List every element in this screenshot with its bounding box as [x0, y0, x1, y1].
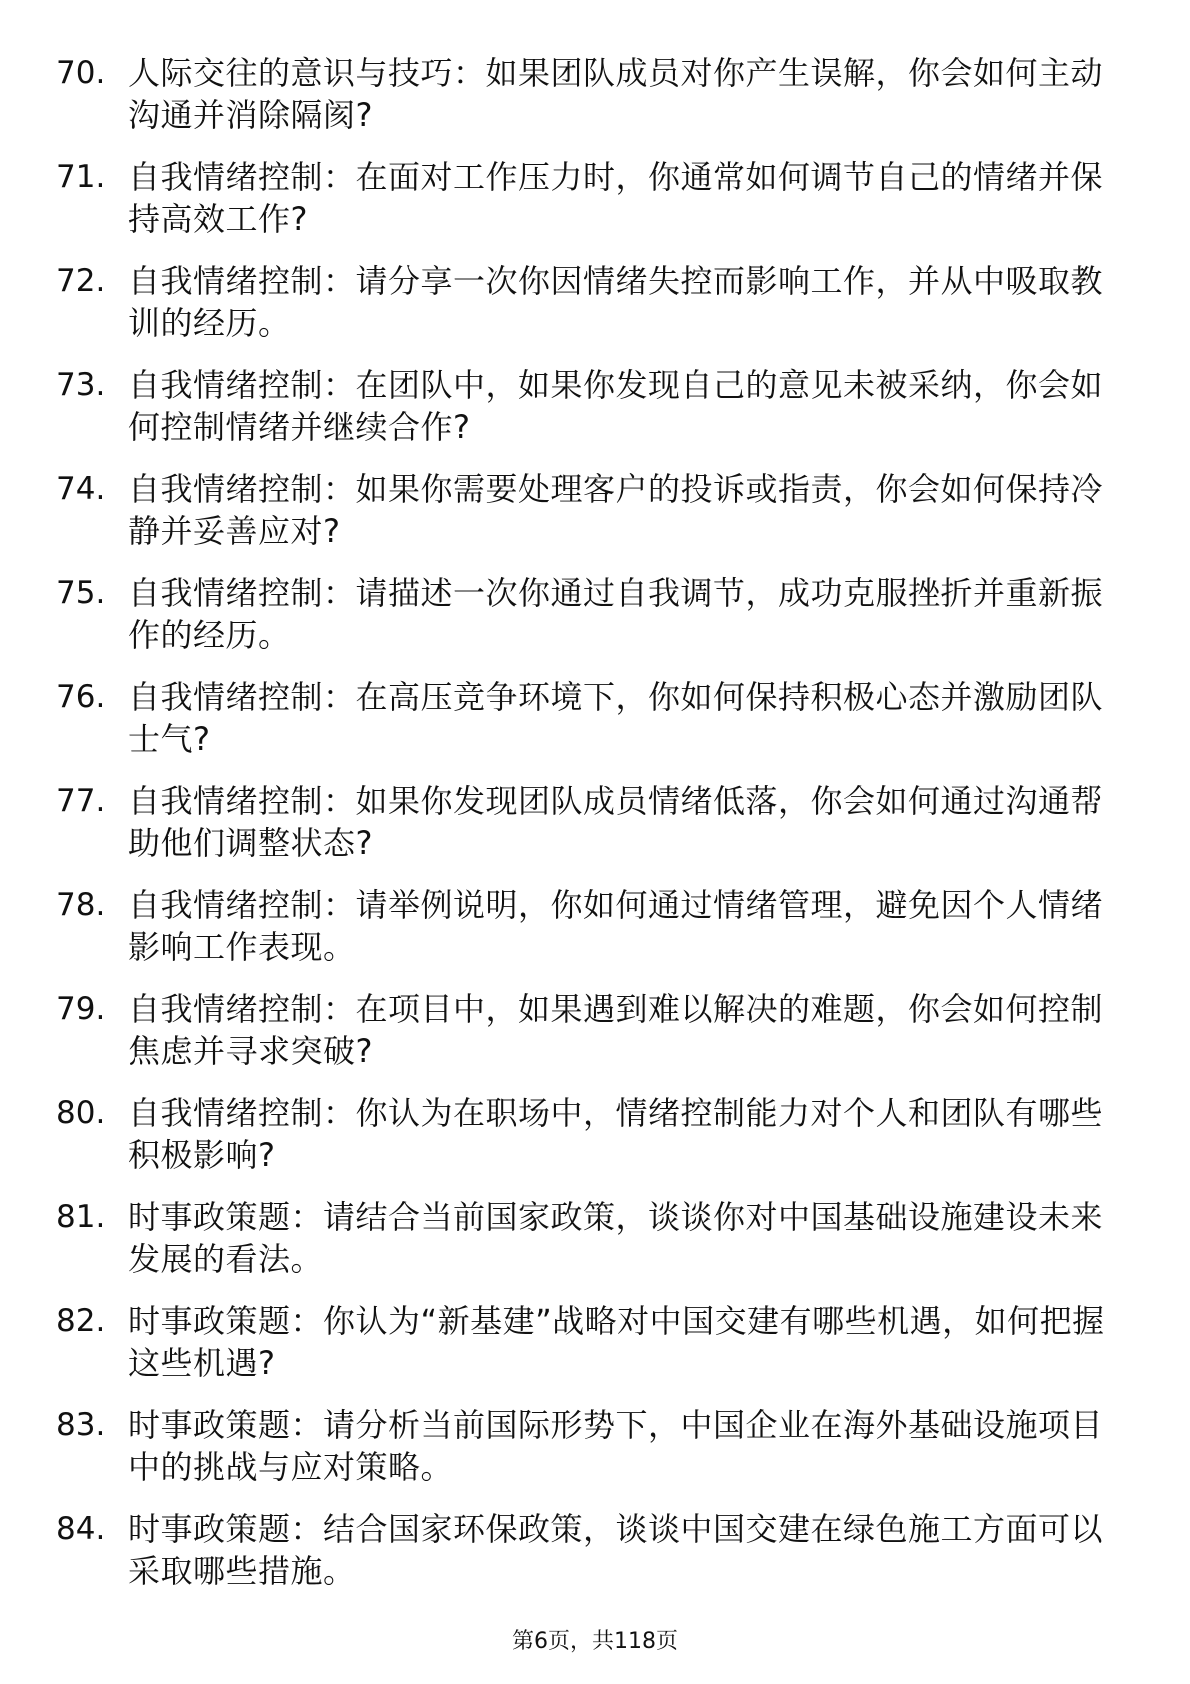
question-item [56, 572, 1106, 676]
question-text: 自我情绪控制：如果你需要处理客户的投诉或指责，你会如何保持冷静并妥善应对? [128, 470, 1104, 550]
question-item [56, 884, 1106, 988]
question-number: 78. [56, 887, 106, 923]
question-list [56, 52, 1106, 1612]
question-number: 76. [56, 679, 106, 715]
question-text: 自我情绪控制：请举例说明，你如何通过情绪管理，避免因个人情绪影响工作表现。 [128, 886, 1104, 966]
question-text: 自我情绪控制：你认为在职场中，情绪控制能力对个人和团队有哪些积极影响? [128, 1094, 1104, 1174]
question-number: 77. [56, 783, 106, 819]
question-number: 80. [56, 1095, 106, 1131]
question-number: 84. [56, 1511, 106, 1547]
question-item [56, 364, 1106, 468]
question-number: 70. [56, 55, 106, 91]
question-number: 83. [56, 1407, 106, 1443]
question-text: 自我情绪控制：如果你发现团队成员情绪低落，你会如何通过沟通帮助他们调整状态? [128, 782, 1104, 862]
question-text: 自我情绪控制：在项目中，如果遇到难以解决的难题，你会如何控制焦虑并寻求突破? [128, 990, 1104, 1070]
question-text: 自我情绪控制：请描述一次你通过自我调节，成功克服挫折并重新振作的经历。 [128, 574, 1104, 654]
question-text: 自我情绪控制：请分享一次你因情绪失控而影响工作，并从中吸取教训的经历。 [128, 262, 1104, 342]
question-number: 73. [56, 367, 106, 403]
question-number: 74. [56, 471, 106, 507]
question-text: 自我情绪控制：在团队中，如果你发现自己的意见未被采纳，你会如何控制情绪并继续合作? [128, 366, 1104, 446]
question-text: 人际交往的意识与技巧：如果团队成员对你产生误解，你会如何主动沟通并消除隔阂? [128, 54, 1104, 134]
question-text: 时事政策题：请结合当前国家政策，谈谈你对中国基础设施建设未来发展的看法。 [128, 1198, 1104, 1278]
question-item [56, 1404, 1106, 1508]
question-number: 82. [56, 1303, 106, 1339]
question-number: 72. [56, 263, 106, 299]
question-text: 自我情绪控制：在面对工作压力时，你通常如何调节自己的情绪并保持高效工作? [128, 158, 1104, 238]
question-item [56, 1092, 1106, 1196]
question-item [56, 988, 1106, 1092]
question-item [56, 468, 1106, 572]
question-item [56, 676, 1106, 780]
question-text: 时事政策题：请分析当前国际形势下，中国企业在海外基础设施项目中的挑战与应对策略。 [128, 1406, 1104, 1486]
question-item [56, 1508, 1106, 1612]
question-item [56, 52, 1106, 156]
question-item [56, 780, 1106, 884]
page-footer: 第6页，共118页 [512, 1629, 678, 1654]
question-number: 71. [56, 159, 106, 195]
question-item [56, 260, 1106, 364]
question-item [56, 156, 1106, 260]
question-number: 79. [56, 991, 106, 1027]
question-number: 75. [56, 575, 106, 611]
question-number: 81. [56, 1199, 106, 1235]
question-text: 时事政策题：结合国家环保政策，谈谈中国交建在绿色施工方面可以采取哪些措施。 [128, 1510, 1104, 1590]
question-text: 自我情绪控制：在高压竞争环境下，你如何保持积极心态并激励团队士气? [128, 678, 1104, 758]
question-item [56, 1196, 1106, 1300]
question-item [56, 1300, 1106, 1404]
question-text: 时事政策题：你认为“新基建”战略对中国交建有哪些机遇，如何把握这些机遇? [128, 1302, 1105, 1382]
